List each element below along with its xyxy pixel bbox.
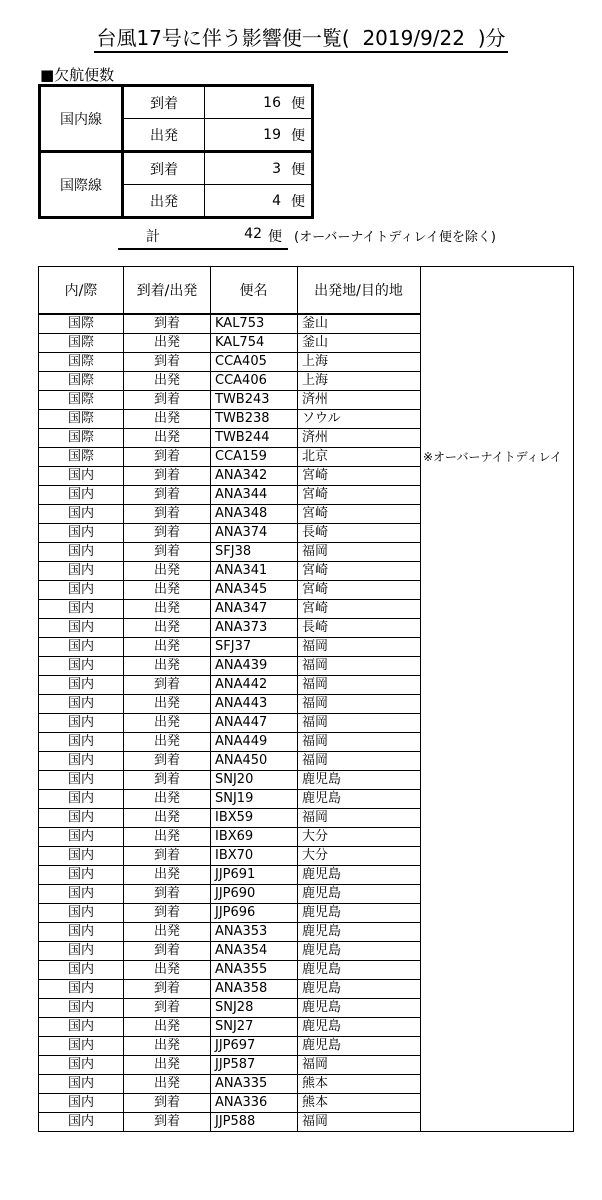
cell-note	[421, 619, 574, 638]
cancellation-summary-table	[38, 84, 314, 219]
table-row	[39, 410, 574, 429]
cell-origin-dest: 鹿児島	[298, 866, 421, 885]
cell-arr-dep: 出発	[124, 809, 211, 828]
page-title	[0, 22, 602, 51]
cell-arr-dep: 出発	[124, 334, 211, 353]
cell-dom-intl: 国内	[39, 543, 124, 562]
cell-origin-dest: 済州	[298, 391, 421, 410]
cell-origin-dest: 宮崎	[298, 600, 421, 619]
cell-note	[421, 562, 574, 581]
cell-origin-dest: 福岡	[298, 695, 421, 714]
cell-note	[421, 733, 574, 752]
cell-flight-no: ANA373	[211, 619, 298, 638]
cell-flight-no: ANA374	[211, 524, 298, 543]
cell-note	[421, 467, 574, 486]
table-row	[39, 1018, 574, 1037]
cell-arr-dep: 到着	[124, 353, 211, 372]
flight-header-row	[39, 267, 574, 315]
table-row	[39, 866, 574, 885]
cell-dom-intl: 国際	[39, 334, 124, 353]
cell-flight-no: SFJ37	[211, 638, 298, 657]
table-row	[39, 923, 574, 942]
table-row	[39, 1094, 574, 1113]
table-row	[39, 562, 574, 581]
cell-dom-intl: 国内	[39, 733, 124, 752]
cell-dom-intl: 国内	[39, 657, 124, 676]
cell-flight-no: SNJ20	[211, 771, 298, 790]
cell-origin-dest: 鹿児島	[298, 923, 421, 942]
table-row	[39, 334, 574, 353]
cell-dom-intl: 国内	[39, 524, 124, 543]
table-row	[39, 600, 574, 619]
cell-arr-dep: 出発	[124, 1056, 211, 1075]
total-underline	[118, 248, 288, 250]
table-row	[39, 828, 574, 847]
cell-arr-dep: 到着	[124, 505, 211, 524]
cell-note	[421, 657, 574, 676]
cell-dom-intl: 国内	[39, 771, 124, 790]
table-row	[39, 733, 574, 752]
cell-dom-intl: 国内	[39, 1037, 124, 1056]
cell-note	[421, 885, 574, 904]
cell-flight-no: CCA405	[211, 353, 298, 372]
cell-flight-no: ANA353	[211, 923, 298, 942]
cell-dom-intl: 国内	[39, 505, 124, 524]
summary-group-international: 国際線	[40, 152, 123, 218]
cell-arr-dep: 出発	[124, 790, 211, 809]
cell-dom-intl: 国内	[39, 581, 124, 600]
header-dom-intl: 内/際	[39, 267, 124, 315]
cell-arr-dep: 出発	[124, 1037, 211, 1056]
cell-flight-no: ANA442	[211, 676, 298, 695]
cell-arr-dep: 出発	[124, 923, 211, 942]
cell-origin-dest: 釜山	[298, 314, 421, 334]
cell-dom-intl: 国内	[39, 1056, 124, 1075]
cell-dom-intl: 国内	[39, 467, 124, 486]
cell-origin-dest: 福岡	[298, 676, 421, 695]
cell-dom-intl: 国内	[39, 999, 124, 1018]
summary-unit: 便	[285, 185, 313, 218]
cell-arr-dep: 出発	[124, 1075, 211, 1094]
cell-flight-no: KAL754	[211, 334, 298, 353]
summary-row	[40, 86, 313, 119]
cell-flight-no: ANA439	[211, 657, 298, 676]
cell-arr-dep: 到着	[124, 942, 211, 961]
cell-note	[421, 904, 574, 923]
cell-arr-dep: 到着	[124, 1113, 211, 1132]
summary-row	[40, 152, 313, 185]
cell-arr-dep: 出発	[124, 733, 211, 752]
summary-count: 4	[205, 185, 286, 218]
cell-note	[421, 923, 574, 942]
cell-arr-dep: 到着	[124, 467, 211, 486]
cell-origin-dest: 鹿児島	[298, 885, 421, 904]
cell-origin-dest: 北京	[298, 448, 421, 467]
cell-flight-no: ANA348	[211, 505, 298, 524]
total-unit: 便	[268, 229, 282, 245]
cell-origin-dest: 宮崎	[298, 562, 421, 581]
cell-dom-intl: 国内	[39, 885, 124, 904]
header-arr-dep: 到着/出発	[124, 267, 211, 315]
cell-note	[421, 847, 574, 866]
cell-arr-dep: 出発	[124, 581, 211, 600]
cell-flight-no: ANA347	[211, 600, 298, 619]
cell-flight-no: SNJ27	[211, 1018, 298, 1037]
table-row	[39, 353, 574, 372]
table-row	[39, 904, 574, 923]
table-row	[39, 942, 574, 961]
cell-note	[421, 1056, 574, 1075]
cell-flight-no: TWB243	[211, 391, 298, 410]
cell-flight-no: ANA354	[211, 942, 298, 961]
cell-flight-no: TWB244	[211, 429, 298, 448]
table-row	[39, 638, 574, 657]
cell-arr-dep: 出発	[124, 372, 211, 391]
cell-dom-intl: 国内	[39, 600, 124, 619]
cell-dom-intl: 国際	[39, 391, 124, 410]
cell-arr-dep: 到着	[124, 904, 211, 923]
cell-origin-dest: 福岡	[298, 543, 421, 562]
table-row	[39, 391, 574, 410]
title-suffix: )分	[477, 26, 506, 50]
flight-list-body	[39, 314, 574, 1132]
cell-flight-no: ANA342	[211, 467, 298, 486]
cell-note	[421, 999, 574, 1018]
cell-flight-no: JJP587	[211, 1056, 298, 1075]
cell-flight-no: JJP696	[211, 904, 298, 923]
table-row	[39, 619, 574, 638]
cell-note	[421, 676, 574, 695]
table-row	[39, 448, 574, 467]
cell-note	[421, 314, 574, 334]
cell-note	[421, 790, 574, 809]
cell-origin-dest: 鹿児島	[298, 999, 421, 1018]
cell-origin-dest: 宮崎	[298, 505, 421, 524]
cell-note	[421, 600, 574, 619]
cell-origin-dest: 鹿児島	[298, 904, 421, 923]
cell-dom-intl: 国内	[39, 752, 124, 771]
table-row	[39, 847, 574, 866]
cell-origin-dest: 宮崎	[298, 467, 421, 486]
table-row	[39, 1113, 574, 1132]
cell-dom-intl: 国内	[39, 638, 124, 657]
flight-list-table	[38, 266, 574, 1132]
cell-dom-intl: 国内	[39, 1113, 124, 1132]
cell-flight-no: SNJ19	[211, 790, 298, 809]
cell-flight-no: ANA345	[211, 581, 298, 600]
cell-flight-no: SFJ38	[211, 543, 298, 562]
cell-origin-dest: 福岡	[298, 733, 421, 752]
cell-flight-no: SNJ28	[211, 999, 298, 1018]
cell-note: ※オーバーナイトディレイ	[423, 450, 563, 464]
table-row	[39, 429, 574, 448]
cell-origin-dest: 熊本	[298, 1094, 421, 1113]
cell-note	[421, 1113, 574, 1132]
summary-count: 3	[205, 152, 286, 185]
total-label: 計	[146, 229, 160, 245]
cell-arr-dep: 到着	[124, 448, 211, 467]
cell-flight-no: ANA336	[211, 1094, 298, 1113]
cell-arr-dep: 出発	[124, 657, 211, 676]
cell-origin-dest: 鹿児島	[298, 1018, 421, 1037]
cell-flight-no: KAL753	[211, 314, 298, 334]
cell-origin-dest: 福岡	[298, 657, 421, 676]
cell-arr-dep: 出発	[124, 1018, 211, 1037]
cell-note	[421, 752, 574, 771]
summary-type: 出発	[123, 119, 205, 152]
cell-arr-dep: 出発	[124, 600, 211, 619]
cell-origin-dest: 福岡	[298, 809, 421, 828]
cell-dom-intl: 国内	[39, 676, 124, 695]
cell-arr-dep: 到着	[124, 676, 211, 695]
cell-dom-intl: 国内	[39, 942, 124, 961]
cell-dom-intl: 国内	[39, 980, 124, 999]
header-flight-no: 便名	[211, 267, 298, 315]
cell-arr-dep: 出発	[124, 410, 211, 429]
cell-arr-dep: 出発	[124, 695, 211, 714]
cell-dom-intl: 国際	[39, 314, 124, 334]
summary-unit: 便	[285, 152, 313, 185]
cell-dom-intl: 国内	[39, 562, 124, 581]
cell-note	[421, 771, 574, 790]
cell-flight-no: ANA449	[211, 733, 298, 752]
cell-arr-dep: 到着	[124, 391, 211, 410]
cell-origin-dest: 大分	[298, 828, 421, 847]
table-row	[39, 809, 574, 828]
table-row	[39, 505, 574, 524]
cell-arr-dep: 到着	[124, 771, 211, 790]
cell-note	[421, 391, 574, 410]
cell-flight-no: JJP690	[211, 885, 298, 904]
cell-flight-no: ANA450	[211, 752, 298, 771]
cell-arr-dep: 到着	[124, 524, 211, 543]
table-row	[39, 752, 574, 771]
cell-note	[421, 543, 574, 562]
table-row	[39, 1037, 574, 1056]
summary-type: 到着	[123, 86, 205, 119]
cell-arr-dep: 到着	[124, 314, 211, 334]
cell-note	[421, 429, 574, 448]
cell-arr-dep: 到着	[124, 847, 211, 866]
table-row	[39, 657, 574, 676]
cell-flight-no: ANA344	[211, 486, 298, 505]
cell-flight-no: JJP588	[211, 1113, 298, 1132]
cell-origin-dest: 福岡	[298, 752, 421, 771]
table-row	[39, 314, 574, 334]
cell-flight-no: JJP697	[211, 1037, 298, 1056]
cell-flight-no: IBX69	[211, 828, 298, 847]
section-label: ■欠航便数	[40, 66, 115, 84]
cell-note	[421, 942, 574, 961]
cell-origin-dest: ソウル	[298, 410, 421, 429]
cell-dom-intl: 国内	[39, 961, 124, 980]
cell-dom-intl: 国内	[39, 714, 124, 733]
cell-origin-dest: 福岡	[298, 1056, 421, 1075]
cell-note	[421, 809, 574, 828]
header-note-spacer	[421, 267, 574, 315]
cell-note	[421, 714, 574, 733]
table-row	[39, 980, 574, 999]
cell-note	[421, 524, 574, 543]
table-row	[39, 486, 574, 505]
cell-dom-intl: 国内	[39, 828, 124, 847]
cell-dom-intl: 国内	[39, 809, 124, 828]
cell-dom-intl: 国内	[39, 790, 124, 809]
cell-flight-no: JJP691	[211, 866, 298, 885]
cell-dom-intl: 国際	[39, 353, 124, 372]
cell-note	[421, 334, 574, 353]
table-row	[39, 961, 574, 980]
table-row	[39, 1056, 574, 1075]
cell-origin-dest: 上海	[298, 372, 421, 391]
header-origin-dest: 出発地/目的地	[298, 267, 421, 315]
table-row	[39, 467, 574, 486]
cell-flight-no: ANA355	[211, 961, 298, 980]
cell-dom-intl: 国際	[39, 448, 124, 467]
cell-flight-no: ANA443	[211, 695, 298, 714]
cell-note	[421, 695, 574, 714]
cell-dom-intl: 国際	[39, 372, 124, 391]
cell-arr-dep: 到着	[124, 543, 211, 562]
cell-arr-dep: 出発	[124, 429, 211, 448]
table-row	[39, 790, 574, 809]
cell-dom-intl: 国内	[39, 923, 124, 942]
table-row	[39, 714, 574, 733]
summary-count: 19	[205, 119, 286, 152]
cell-dom-intl: 国内	[39, 847, 124, 866]
cell-origin-dest: 鹿児島	[298, 1037, 421, 1056]
cell-origin-dest: 福岡	[298, 1113, 421, 1132]
summary-count: 16	[205, 86, 286, 119]
total-note: (オーバーナイトディレイ便を除く)	[294, 230, 496, 245]
cell-origin-dest: 鹿児島	[298, 980, 421, 999]
cell-dom-intl: 国内	[39, 866, 124, 885]
cell-dom-intl: 国内	[39, 486, 124, 505]
cell-origin-dest: 釜山	[298, 334, 421, 353]
cell-origin-dest: 宮崎	[298, 486, 421, 505]
table-row	[39, 581, 574, 600]
cell-origin-dest: 長崎	[298, 524, 421, 543]
cell-dom-intl: 国内	[39, 619, 124, 638]
table-row	[39, 771, 574, 790]
table-row	[39, 543, 574, 562]
total-count: 42	[244, 226, 262, 242]
cell-arr-dep: 到着	[124, 752, 211, 771]
cell-note	[421, 1018, 574, 1037]
cell-note	[421, 486, 574, 505]
cell-arr-dep: 到着	[124, 885, 211, 904]
table-row	[39, 885, 574, 904]
cell-note	[421, 581, 574, 600]
cell-flight-no: TWB238	[211, 410, 298, 429]
cell-dom-intl: 国内	[39, 695, 124, 714]
cell-origin-dest: 鹿児島	[298, 942, 421, 961]
cell-arr-dep: 出発	[124, 638, 211, 657]
cell-flight-no: CCA159	[211, 448, 298, 467]
cell-arr-dep: 出発	[124, 562, 211, 581]
summary-unit: 便	[285, 86, 313, 119]
table-row	[39, 695, 574, 714]
cell-origin-dest: 鹿児島	[298, 790, 421, 809]
cell-flight-no: ANA335	[211, 1075, 298, 1094]
cell-note	[421, 1075, 574, 1094]
cell-arr-dep: 到着	[124, 999, 211, 1018]
cell-note	[421, 372, 574, 391]
summary-type: 到着	[123, 152, 205, 185]
cell-origin-dest: 済州	[298, 429, 421, 448]
cell-arr-dep: 出発	[124, 619, 211, 638]
cell-origin-dest: 長崎	[298, 619, 421, 638]
cell-arr-dep: 出発	[124, 866, 211, 885]
cell-flight-no: ANA447	[211, 714, 298, 733]
cell-dom-intl: 国際	[39, 410, 124, 429]
cell-arr-dep: 到着	[124, 980, 211, 999]
title-main: 台風17号に伴う影響便一覧(	[96, 26, 350, 50]
cell-arr-dep: 出発	[124, 714, 211, 733]
summary-unit: 便	[285, 119, 313, 152]
cell-arr-dep: 出発	[124, 828, 211, 847]
cell-origin-dest: 福岡	[298, 638, 421, 657]
cell-arr-dep: 出発	[124, 961, 211, 980]
table-row	[39, 676, 574, 695]
cell-origin-dest: 福岡	[298, 714, 421, 733]
cell-dom-intl: 国内	[39, 904, 124, 923]
cell-origin-dest: 鹿児島	[298, 771, 421, 790]
cell-arr-dep: 到着	[124, 1094, 211, 1113]
cell-note	[421, 410, 574, 429]
table-row	[39, 524, 574, 543]
table-row	[39, 999, 574, 1018]
cell-note	[421, 980, 574, 999]
summary-total	[118, 222, 602, 252]
summary-group-domestic: 国内線	[40, 86, 123, 152]
cell-origin-dest: 上海	[298, 353, 421, 372]
cell-flight-no: IBX70	[211, 847, 298, 866]
cell-note	[421, 866, 574, 885]
cell-note	[421, 828, 574, 847]
cell-note	[421, 1094, 574, 1113]
cell-origin-dest: 熊本	[298, 1075, 421, 1094]
title-date: 2019/9/22	[362, 26, 465, 50]
cell-note	[421, 638, 574, 657]
table-row	[39, 1075, 574, 1094]
cell-note	[421, 961, 574, 980]
cell-note	[421, 1037, 574, 1056]
cell-origin-dest: 鹿児島	[298, 961, 421, 980]
cell-flight-no: IBX59	[211, 809, 298, 828]
cell-note	[421, 353, 574, 372]
cell-arr-dep: 到着	[124, 486, 211, 505]
cell-flight-no: CCA406	[211, 372, 298, 391]
cell-dom-intl: 国内	[39, 1075, 124, 1094]
cell-note	[421, 505, 574, 524]
cell-dom-intl: 国際	[39, 429, 124, 448]
cell-origin-dest: 大分	[298, 847, 421, 866]
cell-origin-dest: 宮崎	[298, 581, 421, 600]
summary-type: 出発	[123, 185, 205, 218]
table-row	[39, 372, 574, 391]
cell-dom-intl: 国内	[39, 1094, 124, 1113]
cell-dom-intl: 国内	[39, 1018, 124, 1037]
cell-flight-no: ANA358	[211, 980, 298, 999]
cell-flight-no: ANA341	[211, 562, 298, 581]
